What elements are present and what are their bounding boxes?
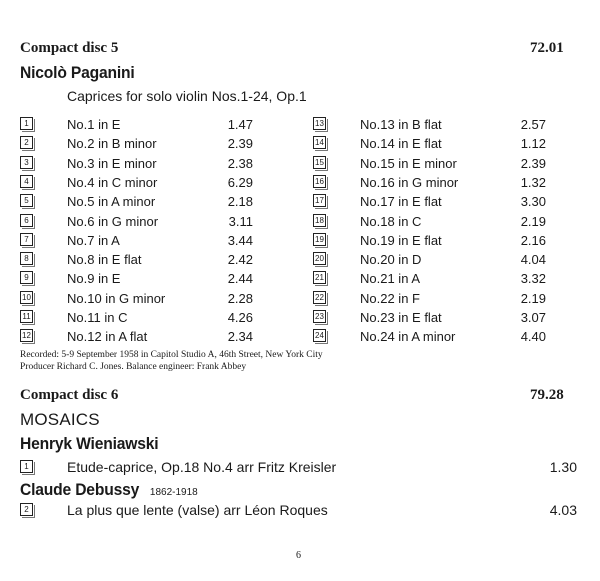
track-title: No.1 in E bbox=[67, 117, 121, 132]
track-row bbox=[20, 212, 270, 231]
track-number-box: 21 bbox=[313, 271, 326, 284]
track-title: No.24 in A minor bbox=[360, 329, 456, 345]
track-title: La plus que lente (valse) bbox=[67, 502, 220, 518]
track-title: No.17 in E flat bbox=[360, 194, 442, 210]
track-duration: 4.26 bbox=[227, 310, 253, 325]
track-duration: 2.34 bbox=[227, 329, 253, 345]
track-duration: 2.18 bbox=[227, 194, 253, 210]
track-duration: 2.39 bbox=[520, 155, 546, 171]
track-row bbox=[20, 115, 270, 134]
track-row bbox=[313, 192, 563, 211]
disc6-composer-1: Henryk Wieniawski bbox=[20, 434, 159, 453]
track-row bbox=[313, 173, 563, 192]
track-number-box: 15 bbox=[313, 156, 326, 169]
disc6-total-time: 79.28 bbox=[530, 387, 564, 403]
track-title: No.8 in E flat bbox=[67, 252, 142, 268]
disc6-heading: Compact disc 6 bbox=[20, 387, 119, 403]
track-duration: 2.19 bbox=[520, 290, 546, 306]
track-number-box: 1 bbox=[20, 460, 33, 473]
track-duration: 2.19 bbox=[520, 213, 546, 229]
track-row bbox=[313, 269, 563, 288]
disc6-track-2 bbox=[20, 501, 580, 520]
track-number-box: 13 bbox=[313, 117, 326, 130]
page-number: 6 bbox=[296, 550, 301, 561]
track-duration: 2.44 bbox=[227, 271, 253, 287]
recording-credits bbox=[20, 349, 580, 373]
track-row bbox=[313, 134, 563, 153]
track-row bbox=[20, 192, 270, 211]
track-title: Etude-caprice, Op.18 No.4 bbox=[67, 459, 233, 475]
track-row bbox=[20, 250, 270, 269]
track-row bbox=[20, 308, 270, 327]
disc5-work-title: Caprices for solo violin Nos.1-24, Op.1 bbox=[67, 88, 307, 104]
track-row bbox=[313, 154, 563, 173]
track-duration: 4.04 bbox=[520, 252, 546, 268]
track-title: No.12 in A flat bbox=[67, 329, 148, 345]
disc6-composer-2-line bbox=[20, 480, 198, 500]
track-duration: 2.42 bbox=[227, 252, 253, 268]
track-number-box: 9 bbox=[20, 271, 33, 284]
track-arranger: arr Fritz Kreisler bbox=[236, 459, 337, 475]
track-row bbox=[20, 134, 270, 153]
track-number-box: 23 bbox=[313, 310, 326, 323]
track-duration: 6.29 bbox=[227, 174, 253, 190]
track-title: No.20 in D bbox=[360, 252, 422, 268]
track-number-box: 8 bbox=[20, 252, 33, 265]
track-row bbox=[313, 327, 563, 346]
disc5-total-time: 72.01 bbox=[530, 40, 564, 56]
track-row bbox=[313, 115, 563, 134]
track-title: No.15 in E minor bbox=[360, 155, 457, 171]
track-duration: 2.39 bbox=[227, 136, 253, 152]
track-title: No.6 in G minor bbox=[67, 213, 159, 229]
track-number-box: 22 bbox=[313, 291, 326, 304]
track-duration: 3.32 bbox=[520, 271, 546, 287]
track-number-box: 4 bbox=[20, 175, 33, 188]
track-title: No.14 in E flat bbox=[360, 136, 442, 152]
track-title: No.9 in E bbox=[67, 271, 121, 287]
track-duration: 2.38 bbox=[227, 155, 253, 171]
track-row bbox=[20, 154, 270, 173]
track-duration: 3.11 bbox=[228, 213, 253, 229]
track-row bbox=[313, 308, 563, 327]
track-number-box: 16 bbox=[313, 175, 326, 188]
track-duration: 3.44 bbox=[227, 232, 253, 248]
track-duration: 3.07 bbox=[520, 310, 546, 325]
track-row bbox=[20, 289, 270, 308]
track-number-box: 14 bbox=[313, 136, 326, 149]
track-number-box: 3 bbox=[20, 156, 33, 169]
track-duration: 1.12 bbox=[520, 136, 546, 152]
track-title: No.11 in C bbox=[67, 310, 128, 325]
track-title: No.19 in E flat bbox=[360, 232, 442, 248]
disc6-program-title: MOSAICS bbox=[20, 410, 100, 429]
track-number-box: 11 bbox=[20, 310, 33, 323]
track-arranger: arr Léon Roques bbox=[223, 502, 328, 518]
track-number-box: 6 bbox=[20, 214, 33, 227]
disc5-heading: Compact disc 5 bbox=[20, 40, 119, 56]
track-number-box: 1 bbox=[20, 117, 33, 130]
track-number-box: 2 bbox=[20, 503, 33, 516]
track-number-box: 18 bbox=[313, 214, 326, 227]
track-duration: 2.57 bbox=[520, 117, 546, 132]
disc6-composer-2: Claude Debussy bbox=[20, 480, 140, 499]
track-duration: 4.03 bbox=[549, 502, 577, 518]
track-number-box: 12 bbox=[20, 329, 33, 342]
track-title: No.10 in G minor bbox=[67, 290, 166, 306]
track-row bbox=[313, 250, 563, 269]
track-number-box: 19 bbox=[313, 233, 326, 246]
track-duration: 3.30 bbox=[520, 194, 546, 210]
track-duration: 1.30 bbox=[549, 459, 577, 475]
track-title: No.21 in A bbox=[360, 271, 420, 287]
track-duration: 2.28 bbox=[227, 290, 253, 306]
track-number-box: 7 bbox=[20, 233, 33, 246]
track-row bbox=[313, 289, 563, 308]
track-title: No.3 in E minor bbox=[67, 155, 157, 171]
track-row bbox=[313, 212, 563, 231]
track-title: No.22 in F bbox=[360, 290, 420, 306]
disc6-track-1 bbox=[20, 458, 580, 477]
track-row bbox=[313, 231, 563, 250]
track-row bbox=[20, 269, 270, 288]
track-number-box: 2 bbox=[20, 136, 33, 149]
track-title: No.5 in A minor bbox=[67, 194, 156, 210]
track-title: No.7 in A bbox=[67, 232, 120, 248]
track-duration: 1.32 bbox=[520, 174, 546, 190]
track-title: No.4 in C minor bbox=[67, 174, 158, 190]
track-number-box: 10 bbox=[20, 291, 33, 304]
track-number-box: 17 bbox=[313, 194, 326, 207]
track-number-box: 20 bbox=[313, 252, 326, 265]
track-title: No.18 in C bbox=[360, 213, 422, 229]
track-title: No.16 in G minor bbox=[360, 174, 459, 190]
track-title: No.13 in B flat bbox=[360, 117, 442, 132]
track-duration: 4.40 bbox=[520, 329, 546, 345]
track-duration: 1.47 bbox=[227, 117, 253, 132]
track-title: No.23 in E flat bbox=[360, 310, 442, 325]
track-row bbox=[20, 173, 270, 192]
track-row bbox=[20, 327, 270, 346]
disc5-composer: Nicolò Paganini bbox=[20, 63, 135, 82]
composer-dates: 1862-1918 bbox=[149, 487, 198, 498]
track-number-box: 5 bbox=[20, 194, 33, 207]
track-title: No.2 in B minor bbox=[67, 136, 157, 152]
track-number-box: 24 bbox=[313, 329, 326, 342]
track-duration: 2.16 bbox=[520, 232, 546, 248]
producer-line: Producer Richard C. Jones. Balance engineer: Frank Abbey bbox=[20, 362, 247, 372]
track-row bbox=[20, 231, 270, 250]
recorded-line: Recorded: 5-9 September 1958 in Capitol Studio A, 46th Street, New York City bbox=[20, 350, 323, 360]
